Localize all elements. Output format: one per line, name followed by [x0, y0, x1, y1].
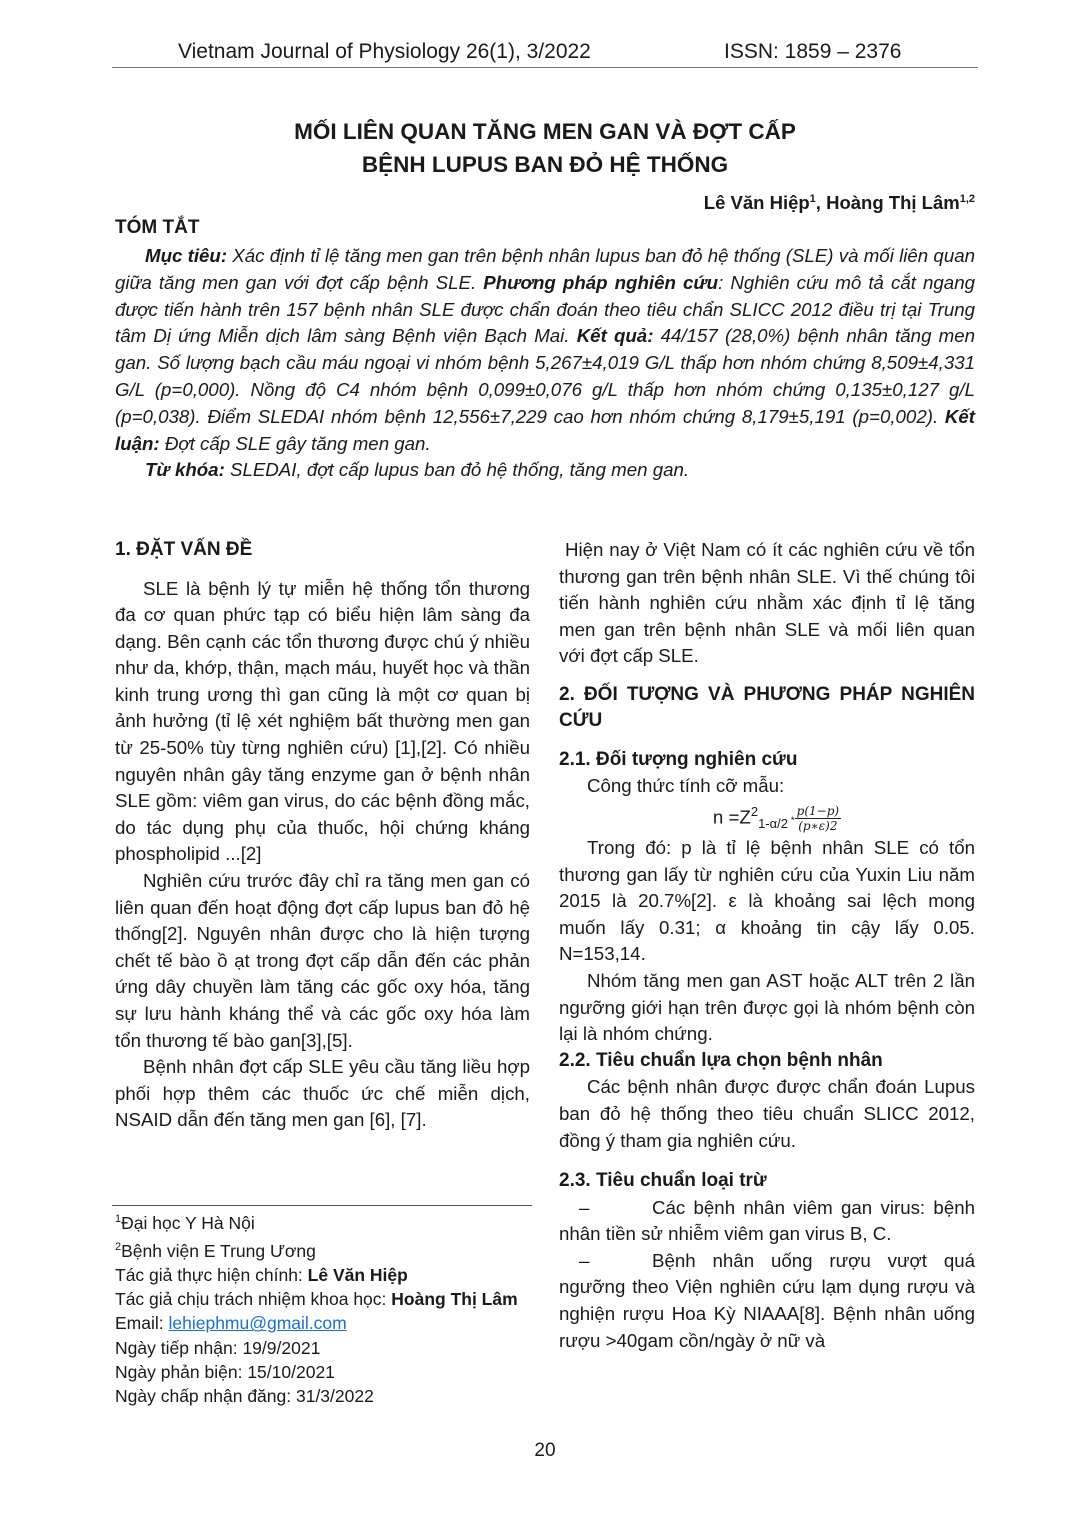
keywords-text: SLEDAI, đợt cấp lupus ban đỏ hệ thống, tăng men gan. — [224, 459, 690, 481]
article-title — [115, 115, 975, 181]
exclusion-text: Các bệnh nhân viêm gan virus: bệnh nhân tiền sử nhiễm viêm gan virus B, C. — [559, 1196, 975, 1245]
affiliation-1 — [115, 1207, 518, 1235]
author-sep: , — [815, 192, 827, 213]
bullet-dash: – — [579, 1249, 590, 1271]
label-methods: Phương pháp nghiên cứu — [483, 271, 719, 293]
right-column — [559, 537, 975, 1354]
affiliation-2 — [115, 1235, 518, 1263]
author-1-affil: 1 — [809, 192, 816, 205]
paragraph: SLE là bệnh lý tự miễn hệ thống tổn thương đa cơ quan phức tạp có biểu hiện lâm sàng đa dạng. Bên cạnh các tổn thương được chú ý nhiều như da, khớp, thận, mạch máu, huyết học và thần kinh trung ương thì gan cũng là một cơ quan bị ảnh hưởng (tỉ lệ xét nghiệm bất thường men gan từ 25-50% tùy từng nghiên cứu) [1],[2]. Có nhiều nguyên nhân gây tăng enzyme gan ở bệnh nhân SLE gồm: viêm gan virus, do các bệnh đồng mắc, do tác dụng phụ của thuốc, hội chứng kháng phospholipid ...[2] — [115, 577, 530, 865]
title-line-2: BỆNH LUPUS BAN ĐỎ HỆ THỐNG — [361, 152, 729, 177]
paragraph: Nhóm tăng men gan AST hoặc ALT trên 2 lần ngưỡng giới hạn trên được gọi là nhóm bệnh còn lại là nhóm chứng. — [559, 970, 975, 1045]
author-2: Hoàng Thị Lâm — [826, 192, 960, 213]
results-text: 44/157 (28,0%) bệnh nhân tăng men gan. Số lượng bạch cầu máu ngoại vi nhóm bệnh 5,267±4,019 G/L thấp hơn nhóm chứng 8,509±4,331 G/L (p=0,000). Nồng độ C4 nhóm bệnh 0,099±0,076 g/L thấp hơn nhóm chứng 0,135±0,127 g/L (p=0,038). Điểm SLEDAI nhóm bệnh 12,556±7,229 cao hơn nhóm chứng 8,179±5,191 (p=0,002). — [115, 325, 975, 427]
paragraph: Nghiên cứu trước đây chỉ ra tăng men gan có liên quan đến hoạt động đợt cấp lupus ban đỏ hệ thống[2]. Nguyên nhân được cho là hiện tượng chết tế bào ồ ạt trong đợt cấp dẫn đến các phản ứng dây chuyền làm tăng các gốc oxy hóa, tăng sự lưu hành kháng thể và các gốc oxy hóa làm tổn thương tế bào gan[3],[5]. — [115, 870, 530, 1051]
formula-dot: * — [787, 815, 795, 827]
header-divider — [112, 67, 978, 68]
formula-numerator: p(1−p) — [796, 804, 840, 819]
formula-intro: Công thức tính cỡ mẫu: — [587, 775, 785, 797]
authors — [704, 192, 975, 214]
label-results: Kết quả: — [576, 325, 654, 347]
journal-name: Vietnam Journal of Physiology 26(1), 3/2022 — [178, 40, 591, 63]
exclusion-item — [559, 1195, 975, 1248]
formula-sup: 2 — [750, 804, 759, 820]
left-column — [115, 537, 530, 1134]
label-conclusion: Kết luận: — [115, 405, 975, 454]
paragraph: Trong đó: p là tỉ lệ bệnh nhân SLE có tổn thương gan lấy từ nghiên cứu của Yuxin Liu năm 2015 là 20.7%[2]. ε là khoảng sai lệch mong muốn lấy 0.31; α khoảng tin cậy lấy 0.05. N=153,14. — [559, 837, 975, 965]
value: Hoàng Thị Lâm — [391, 1289, 518, 1310]
formula-lhs: n =Z — [712, 806, 751, 828]
affil-num: 1 — [115, 1213, 122, 1225]
subsection-2-1-heading: 2.1. Đối tượng nghiên cứu — [559, 748, 798, 770]
date-received: Ngày tiếp nhận: 19/9/2021 — [115, 1337, 321, 1358]
label: Tác giả chịu trách nhiệm khoa học: — [115, 1289, 392, 1310]
value: Lê Văn Hiệp — [307, 1265, 408, 1286]
affil-text: Bệnh viện E Trung Ương — [121, 1240, 316, 1261]
objective-text: Xác định tỉ lệ tăng men gan trên bệnh nhân lupus ban đỏ hệ thống (SLE) và mối liên quan giữa tăng men gan với đợt cấp bệnh SLE. — [115, 245, 975, 293]
bullet-dash: – — [579, 1196, 590, 1218]
corresponding-author — [115, 1287, 518, 1311]
paragraph: Hiện nay ở Việt Nam có ít các nghiên cứu về tổn thương gan trên bệnh nhân SLE. Vì thế chúng tôi tiến hành nghiên cứu nhằm xác định tỉ lệ tăng men gan trên bệnh nhân SLE và mối liên quan với đợt cấp SLE. — [559, 539, 975, 667]
paragraph: Bệnh nhân đợt cấp SLE yêu cầu tăng liều hợp phối hợp thêm các thuốc ức chế miễn dịch, NSAID dẫn đến tăng men gan [6], [7]. — [115, 1056, 530, 1131]
email-link[interactable]: lehiephmu@gmail.com — [168, 1313, 347, 1334]
label: Tác giả thực hiện chính: — [115, 1265, 308, 1286]
section-2-heading: 2. ĐỐI TƯỢNG VÀ PHƯƠNG PHÁP NGHIÊN CỨU — [559, 683, 975, 732]
label: Email: — [115, 1313, 169, 1334]
date-accepted: Ngày chấp nhận đăng: 31/3/2022 — [115, 1386, 374, 1407]
main-author — [115, 1263, 518, 1287]
abstract-heading: TÓM TẮT — [115, 217, 200, 238]
methods-text: : Nghiên cứu mô tả cắt ngang được tiến hành trên 157 bệnh nhân SLE được chẩn đoán theo tiêu chẩn SLICC 2012 điều trị tại Trung tâm Dị ứng Miễn dịch lâm sàng Bệnh viện Bạch Mai. — [115, 271, 975, 347]
exclusion-item — [559, 1248, 975, 1354]
section-1-heading: 1. ĐẶT VẤN ĐỀ — [115, 539, 253, 560]
title-line-1: MỐI LIÊN QUAN TĂNG MEN GAN VÀ ĐỢT CẤP — [294, 119, 796, 144]
date-reviewed: Ngày phản biện: 15/10/2021 — [115, 1361, 335, 1382]
keywords-label: Từ khóa: — [145, 459, 225, 481]
subsection-2-2-heading: 2.2. Tiêu chuẩn lựa chọn bệnh nhân — [559, 1049, 883, 1071]
affil-num: 2 — [115, 1241, 122, 1254]
author-1: Lê Văn Hiệp — [703, 192, 810, 213]
subsection-2-3-heading: 2.3. Tiêu chuẩn loại trừ — [559, 1170, 767, 1192]
issn: ISSN: 1859 – 2376 — [724, 40, 902, 63]
formula-sub: 1-α/2 — [758, 816, 788, 832]
affil-text: Đại học Y Hà Nội — [121, 1212, 255, 1233]
author-2-affil: 1,2 — [959, 192, 975, 205]
footnote-divider — [112, 1205, 532, 1206]
conclusion-text: Đợt cấp SLE gây tăng men gan. — [159, 432, 431, 454]
exclusion-text: Bệnh nhân uống rượu vượt quá ngưỡng theo Viện nghiên cứu lạm dụng rượu và nghiện rượu Hoa Kỳ NIAAA[8]. Bệnh nhân uống rượu >40gam cồn/ngày ở nữ và — [559, 1249, 975, 1351]
paragraph: Các bệnh nhân được được chẩn đoán Lupus ban đỏ hệ thống theo tiêu chuẩn SLICC 2012, đồng ý tham gia nghiên cứu. — [559, 1076, 975, 1151]
abstract — [115, 243, 975, 484]
sample-size-formula — [559, 804, 975, 833]
formula-fraction — [795, 804, 841, 833]
formula-denominator: (p∗ε)2 — [798, 819, 838, 834]
footnotes — [115, 1207, 518, 1408]
keywords — [115, 457, 975, 484]
abstract-body — [115, 243, 975, 457]
label-objective: Mục tiêu: — [145, 245, 228, 266]
page-number: 20 — [534, 1440, 556, 1461]
email-line — [115, 1311, 518, 1335]
